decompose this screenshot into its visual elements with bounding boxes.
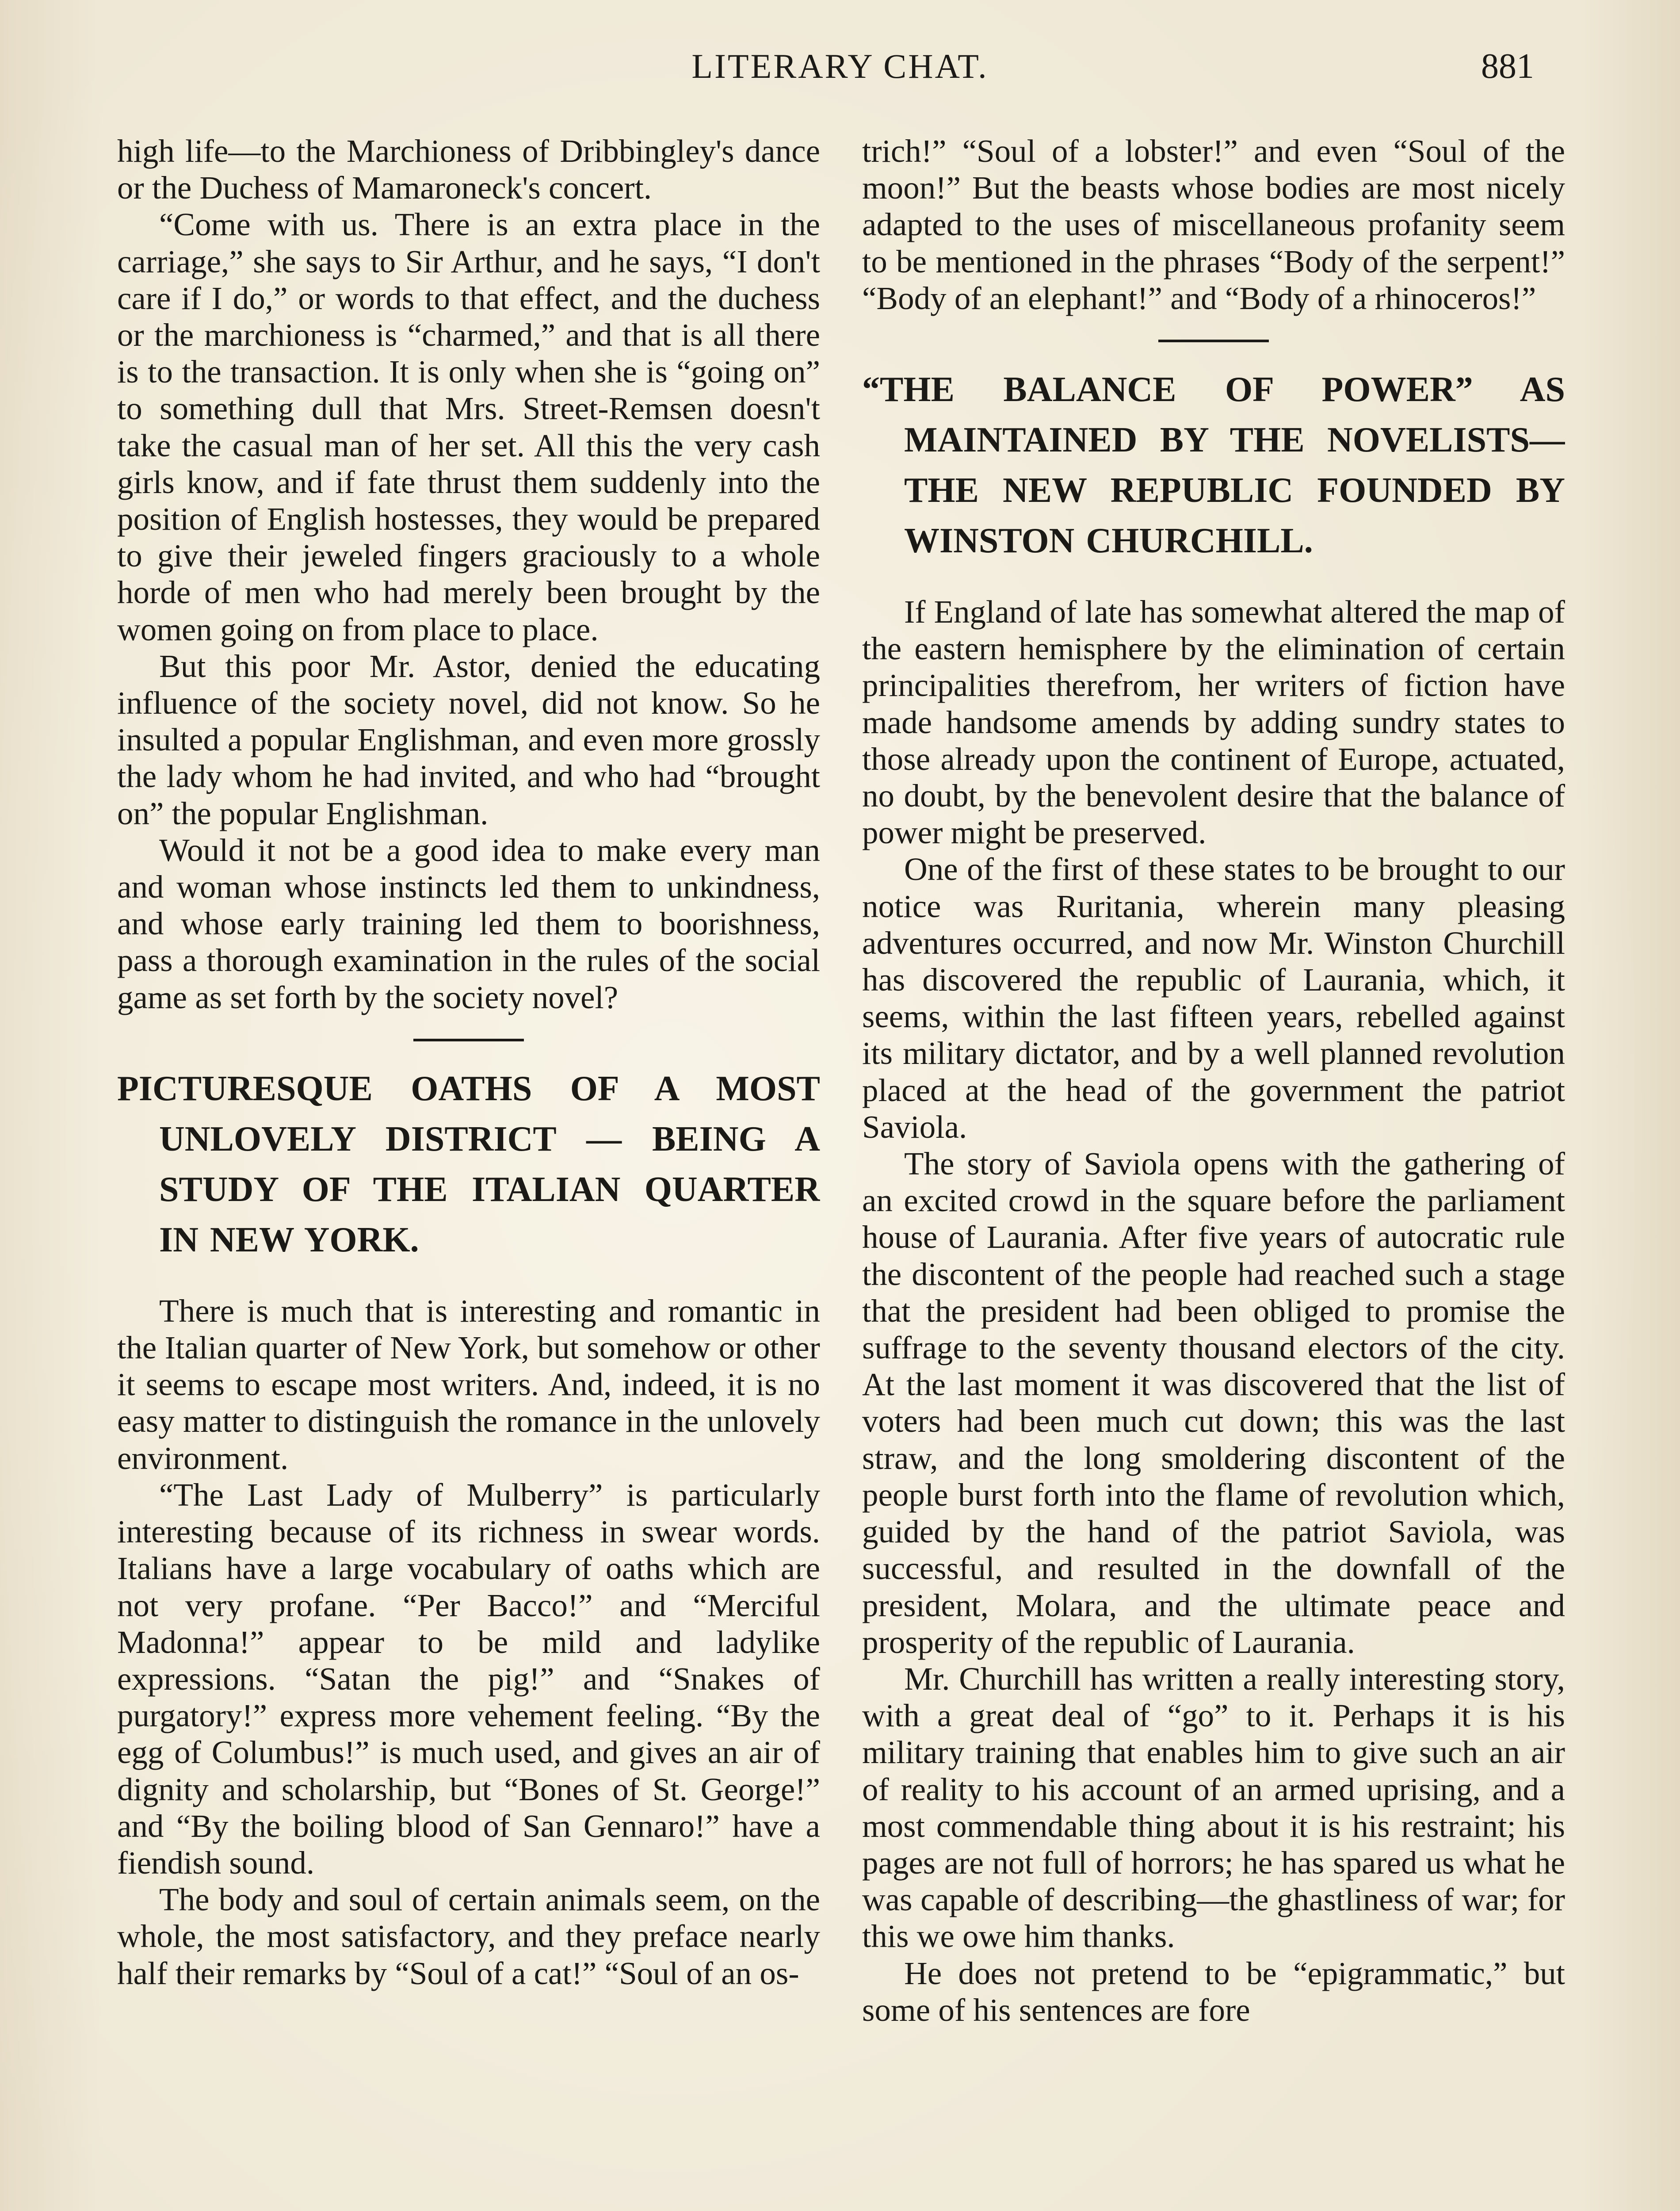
paragraph: He does not pretend to be “epigrammatic,” but some of his sentences are fore xyxy=(862,1955,1565,2028)
paragraph: Mr. Churchill has written a really interesting story, with a great deal of “go” to it. Perhaps it is his military training that enables him to give such an air of reality to his account of an armed uprising, and a most commendable thing about it is his restraint; his pages are not full of horrors; he has spared us what he was capable of describing—the ghastliness of war; for this we owe him thanks. xyxy=(862,1660,1565,1955)
section-divider xyxy=(413,1039,524,1041)
paragraph: One of the first of these states to be brought to our notice was Ruritania, wherein many pleasing adventures occurred, and now Mr. Winston Churchill has discovered the republic of Laurania, which, it seems, within the last fifteen years, rebelled against its military dictator, and by a well planned revolution placed at the head of the government the patriot Saviola. xyxy=(862,851,1565,1145)
section-divider xyxy=(1158,340,1269,342)
article-headline: “THE BALANCE OF POWER” AS MAINTAINED BY THE NOVELISTS— THE NEW REPUBLIC FOUNDED BY WINSTON CHURCHILL. xyxy=(862,370,1565,561)
right-column xyxy=(862,133,1565,2211)
article-headline: PICTURESQUE OATHS OF A MOST UNLOVELY DISTRICT — BEING A STUDY OF THE ITALIAN QUARTER IN NEW YORK. xyxy=(117,1069,820,1259)
left-column xyxy=(117,133,820,2211)
paragraph: If England of late has somewhat altered the map of the eastern hemisphere by the elimination of certain principalities therefrom, her writers of fiction have made handsome amends by adding sundry states to those already upon the continent of Europe, actuated, no doubt, by the benevolent desire that the balance of power might be preserved. xyxy=(862,594,1565,851)
paragraph: But this poor Mr. Astor, denied the educating influence of the society novel, did not know. So he insulted a popular Englishman, and even more grossly the lady whom he had invited, and who had “brought on” the popular Englishman. xyxy=(117,648,820,831)
running-header xyxy=(0,46,1680,99)
paragraph: “The Last Lady of Mulberry” is particularly interesting because of its richness in swear words. Italians have a large vocabulary of oaths which are not very profane. “Per Bacco!” and “Merciful Madonna!” appear to be mild and ladylike expressions. “Satan the pig!” and “Snakes of purgatory!” express more vehement feeling. “By the egg of Columbus!” is much used, and gives an air of dignity and scholarship, but “Bones of St. George!” and “By the boiling blood of San Gennaro!” have a fiendish sound. xyxy=(117,1477,820,1881)
paragraph: The story of Saviola opens with the gathering of an excited crowd in the square before the parliament house of Laurania. After five years of autocratic rule the discontent of the people had reached such a stage that the president had been obliged to promise the suffrage to the seventy thousand electors of the city. At the last moment it was discovered that the list of voters had been much cut down; this was the last straw, and the long smoldering discontent of the people burst forth into the flame of revolution which, guided by the hand of the patriot Saviola, was successful, and resulted in the downfall of the president, Molara, and the ultimate peace and prosperity of the republic of Laurania. xyxy=(862,1146,1565,1660)
paragraph: Would it not be a good idea to make every man and woman whose instincts led them to unkindness, and whose early training led them to boorishness, pass a thorough examination in the rules of the social game as set forth by the society novel? xyxy=(117,832,820,1015)
paragraph: high life—to the Marchioness of Dribbingley's dance or the Duchess of Mamaroneck's concert. xyxy=(117,133,820,206)
paragraph: There is much that is interesting and romantic in the Italian quarter of New York, but somehow or other it seems to escape most writers. And, indeed, it is no easy matter to distinguish the romance in the unlovely environment. xyxy=(117,1293,820,1476)
page-number: 881 xyxy=(1481,47,1534,86)
paragraph: trich!” “Soul of a lobster!” and even “Soul of the moon!” But the beasts whose bodies are most nicely adapted to the uses of miscellaneous profanity seem to be mentioned in the phrases “Body of the serpent!” “Body of an elephant!” and “Body of a rhinoceros!” xyxy=(862,133,1565,316)
paragraph: “Come with us. There is an extra place in the carriage,” she says to Sir Arthur, and he says, “I don't care if I do,” or words to that effect, and the duchess or the marchioness is “charmed,” and that is all there is to the transaction. It is only when she is “going on” to something dull that Mrs. Street-Remsen doesn't take the casual man of her set. All this the very cash girls know, and if fate thrust them suddenly into the position of English hostesses, they would be prepared to give their jeweled fingers graciously to a whole horde of men who had merely been brought by the women going on from place to place. xyxy=(117,207,820,647)
paragraph: The body and soul of certain animals seem, on the whole, the most satisfactory, and they preface nearly half their remarks by “Soul of a cat!” “Soul of an os- xyxy=(117,1882,820,1991)
running-title: LITERARY CHAT. xyxy=(691,47,989,85)
